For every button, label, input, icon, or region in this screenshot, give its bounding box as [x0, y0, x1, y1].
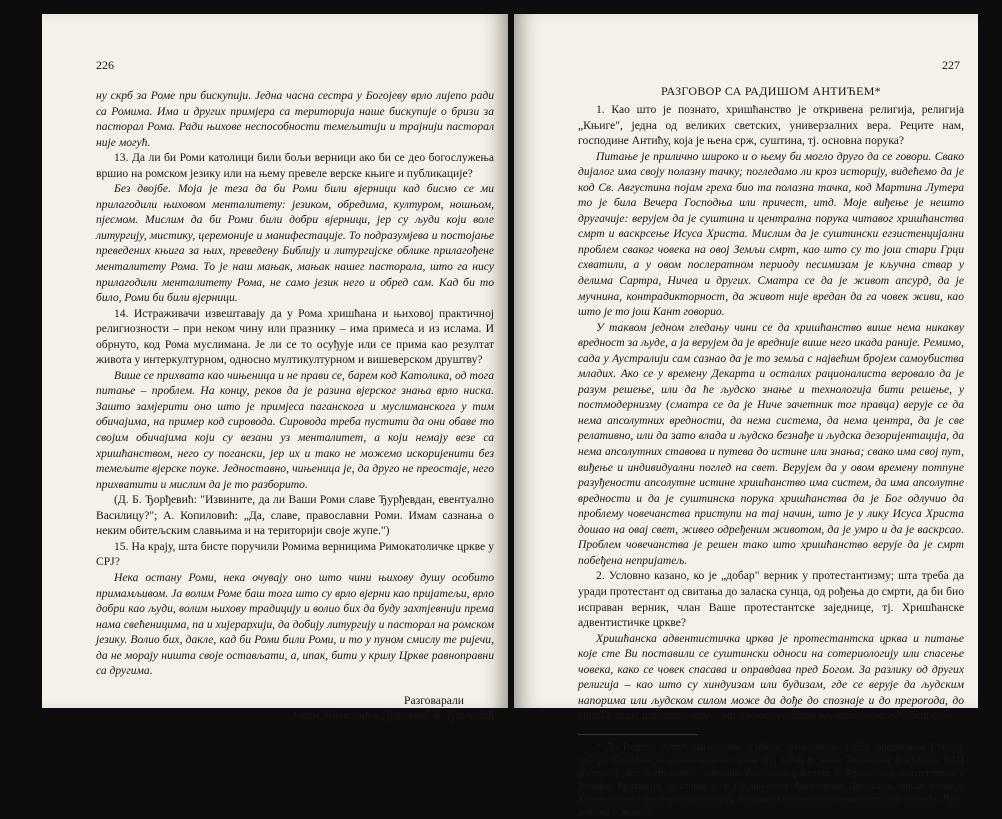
answer-1: Питање је прилично широко и о њему би могло друго да се говори. Свако дијалог има своју полазну тачку; погледамо ли кроз историју, видећемо да је код Св. Августина појам греха био та полазна тачка, код Мартина Лутера то је била Вечера Господња или причест, итд. Моје виђење је нешто другачије: верујем да је суштина и централна порука читавог хришћанства смрт и васкрсење Исуса Христа. Мислим да је суштински егзистенцијални проблем сваког човека на овој Земљи смрт, као што су то још стари Грци схватили, а у овом послератном периоду песимизам је кључна ствар у делима Сартра, Ничеа и других. Сматра се да је живот апсурд, да је мучнина, контрадикторност, да живот није вредан да га човек живи, као што је то још Кант говорио.: [578, 149, 964, 319]
right-page-body: [578, 102, 964, 819]
footnote-text: * Др Радиша Антић (Шаркамен /Србија, Југославија/, 1955), председник Главног одбора Хришћанске адвентистичке цркве (од 1994) и декан Теолошког факултета ХАЦ (Београд), после гимназије, завршио Теолошки факултет у Француској, магистрирао у Великој Британији, докторирао у Сједињеним Америчким Државама, писац студија:: [578, 741, 964, 792]
signature-label: Разговарали: [404, 693, 464, 707]
left-page-body: [96, 88, 494, 724]
paragraph: ну скрб за Роме при бискупији. Једна часна сестра у Богојеву врло лијепо ради са Ромима. Има и других примјера са територија наше бискупије о бризи за пасторал Рома. Ради њихове неспособности темељитији и трајнији пасторал није могућ.: [96, 89, 494, 149]
page-number-left: 226: [96, 58, 114, 72]
answer-13: Без двојбе. Моја је теза да би Роми били вјерници кад бисмо се ми прилагодили њиховом менталитету: језиком, обредима, културом, ношњом, пјесмом. Мислим да би Роми били добри вјерници, јер су људи који воле литургију, мистику, церемоније и манифестације. То подразумјева и постојање преведених књига за њих, преведену Библију и литургијске облике прилагођене менталитету Рома. То је наш мањак, мањак нашег пасторала, што га нису прилагодили менталитету Рома, не само језик него и обред сам. Кад би то било, Роми би били вјерници.: [96, 182, 494, 305]
signature: [96, 693, 494, 724]
article-title: РАЗГОВОР СА РАДИШОМ АНТИЋЕМ*: [661, 84, 881, 98]
answer-15: Нека остану Роми, нека очувају оно што чини њихову душу особито примамљивом. Ја волим Роме баш тога што су врло вјерни као пријатељи, врло добри као људи, волим њихову традицију и волио бих да буду захтјевнији према нама свећеницима, па и хијерархији, да добију литургију и пасторал на ромском језику. Волио бих, дакле, кад би Роми били Роми, и то у пуном смислу те ријечи, да не морају ништа своје остављати, а, ипак, бити у крилу Цркве равноправни са другима.: [96, 570, 494, 678]
answer-2: Хришћанска адвентистичка црква је протестантска црква и питање које сте Ви поставили се суштински односи на сотериологију или спасење човека, како се човек спасава и оправдава пред Богом. За разлику од других религија – као што су хиндуизам или будизам, где се верује да људским напорима или људском силом може да дође до спознаје и до преporода, до стања мира или хармоније – ми у протестантизму видимо могућност спа-: [578, 631, 964, 723]
left-page: [42, 14, 508, 723]
right-page: [514, 14, 978, 818]
page-number-right: 227: [942, 58, 960, 72]
question-15: 15. На крају, шта бисте поручили Ромима верницима Римокатоличке цркве у СРЈ?: [96, 539, 494, 569]
footnote-divider: [578, 734, 698, 735]
question-2: 2. Условно казано, ко је „добар" верник у протестантизму; шта треба да уради протестант од свитања до заласка сунца, од рођења до смрти, да би био исправан верник, члан Ваше протестантске заједнице, тј. Хришћанске адвентистичке цркве?: [578, 569, 964, 630]
answer-14: Више се прихвата као чињеница и не прави се, барем код Католика, од тога питање – проблем. На концу, реков да је разина вјерског знања врло ниска. Зашто замјерити оно што је примјеса паганскога и муслиманскога у тим обичајима, на пример код сировода. Сировода треба пустити да они обаве то својим обичајима који су везани уз менталитет, а који немају везе са хришћанством, него су погански, јер их и тако не можемо искоријенити без темељите вјерске поуке. Једноставно, чињеница је, да друго не преостаје, него прихватити и мислим да је то разборито.: [96, 368, 494, 491]
question-14: 14. Истраживачи извештавају да у Рома хришћана и њиховој практичној религиозности – при неком чину или празнику – има примеса и из ислама. И обрнуто, код Рома муслимана. Је ли се то осуђује или се прима као резултат живота у интеркултурном, односно мултикултурном и вишеверском друштву?: [96, 306, 494, 367]
signature-names: Јован Живковић и Драгољуб Б. Ђорђевић: [291, 709, 494, 723]
interjection: (Д. Б. Ђорђевић: "Извините, да ли Ваши Роми славе Ђурђевдан, евентуално Василицу?"; А. Копиловић: „Да, славе, православни Роми. Имам сазнања о неким обитељским славњима и на територији своје жупе."): [96, 493, 494, 538]
footnote: [578, 741, 964, 819]
question-1: 1. Као што је познато, хришћанство је откривена религија, религија „Књиге", једна од великих светских, универзалних вера. Реците нам, господине Антићу, која је њена срж, суштина, тј. основна порука?: [578, 103, 964, 148]
question-13: 13. Да ли би Роми католици били бољи верници ако би се део богослужења вршио на ромском језику или на њему превеле верске књиге и публикације?: [96, 151, 494, 180]
answer-1-continued: У таквом једном гледању чини се да хришћанство више нема никакву вредност за људе, а ја верујем да је вредније више него икада раније. Ремимо, сада у Аустралији сам сазнао да је то земља с највећим бројем самоубиства младих. Ако се у времену Декарта и осталих рационалиста веровало да је разум решење, или да ће људско знање и технологија бити решење, у постмодернизму (сматра се да је Ниче зачетник тог правца) верује се да нема апсолутних вредности, да нема система, да нема центра, да је све релативно, или да зато влада и људско безнађе и људска дезоријентација, да нема апсолутних ставова и путева до истине или знања; свако има свој пут, виђење и индивидуални поглед на свет. Верујем да у овом времену потпуне разуђености апсолутне истине хришћанство има систем, да има апсолутне вредности и да је суштинска порука хришћанства да је Бог одлучио да проблему човечанства приступи на тај начин, што је у лику Исуса Христа дошао на овај свет, живео одређеним животом, да је умро и да је васкрсао. Проблем човечанства је решен тако што хришћанство верује да је смрт побеђена непријатељ.: [578, 320, 964, 567]
footnote-works: Хуманистичка реконцептуализација Тимијевог догматског марксистичког погледа, Пут, истина и живот.: [578, 793, 964, 818]
